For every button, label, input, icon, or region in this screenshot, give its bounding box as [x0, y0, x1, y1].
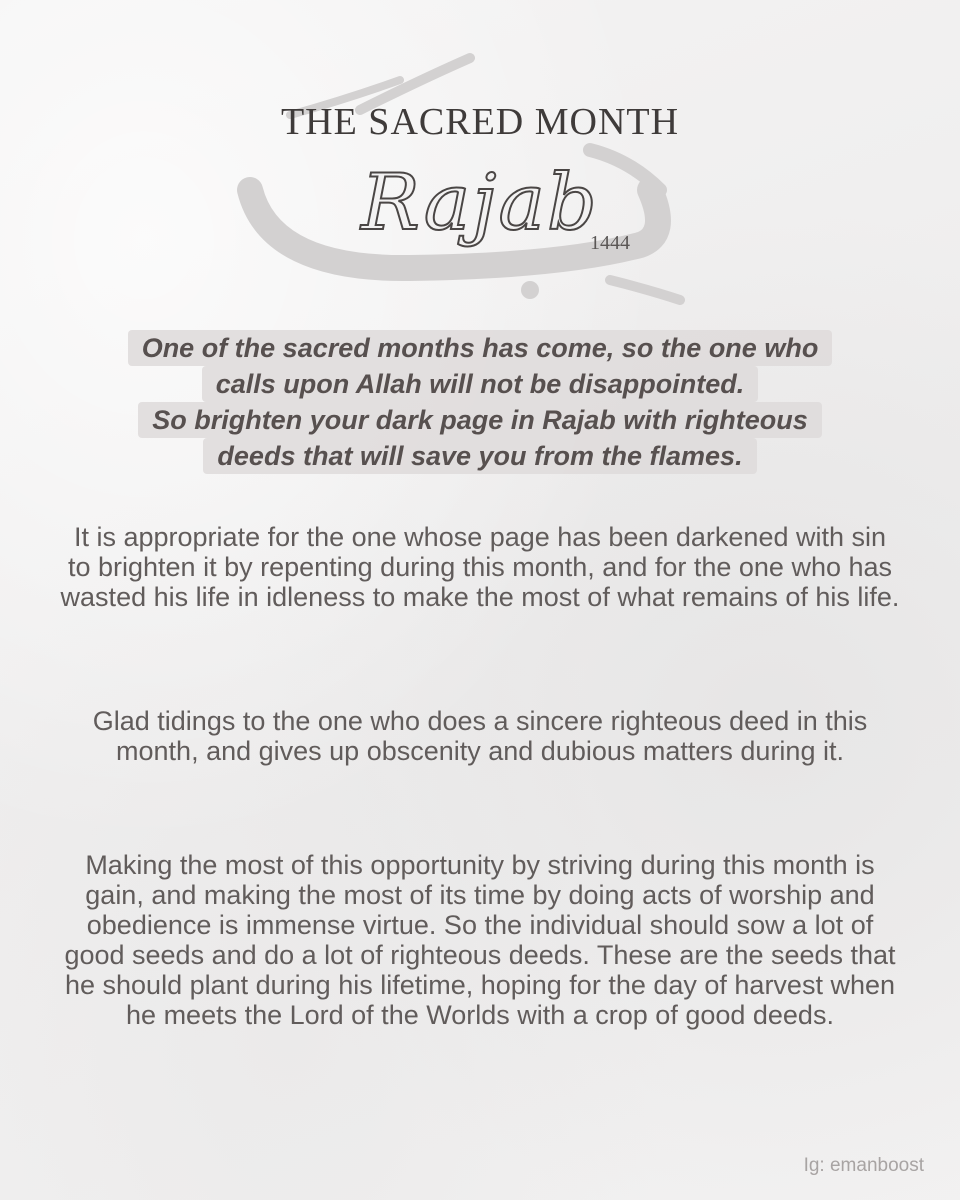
body-paragraph: It is appropriate for the one whose page has been darkened with sin to brighten it by repenting during this month, and for the one who has wasted his life in idleness to make the most of what remains of his life.: [60, 522, 900, 612]
header: [0, 0, 960, 320]
body-paragraph: Making the most of this opportunity by striving during this month is gain, and making the most of its time by doing acts of worship and obedience is immense virtue. So the individual should sow a lot of good seeds and do a lot of righteous deeds. These are the seeds that he should plant during his lifetime, hoping for the day of harvest when he meets the Lord of the Worlds with a crop of good deeds.: [64, 850, 896, 1030]
quote-line: So brighten your dark page in Rajab with righteous: [138, 402, 822, 438]
instagram-credit: Ig: emanboost: [803, 1155, 924, 1176]
year-label: 1444: [590, 232, 630, 254]
quote-line: deeds that will save you from the flames.: [203, 438, 756, 474]
page-title: THE SACRED MONTH: [280, 101, 680, 143]
body-paragraph: Glad tidings to the one who does a sincere righteous deed in this month, and gives up obscenity and dubious matters during it.: [92, 706, 868, 766]
quote-line: One of the sacred months has come, so the one who: [128, 330, 833, 366]
highlighted-quote: [0, 330, 960, 474]
script-title: Rajab: [361, 158, 599, 248]
quote-line: calls upon Allah will not be disappointed.: [202, 366, 759, 402]
